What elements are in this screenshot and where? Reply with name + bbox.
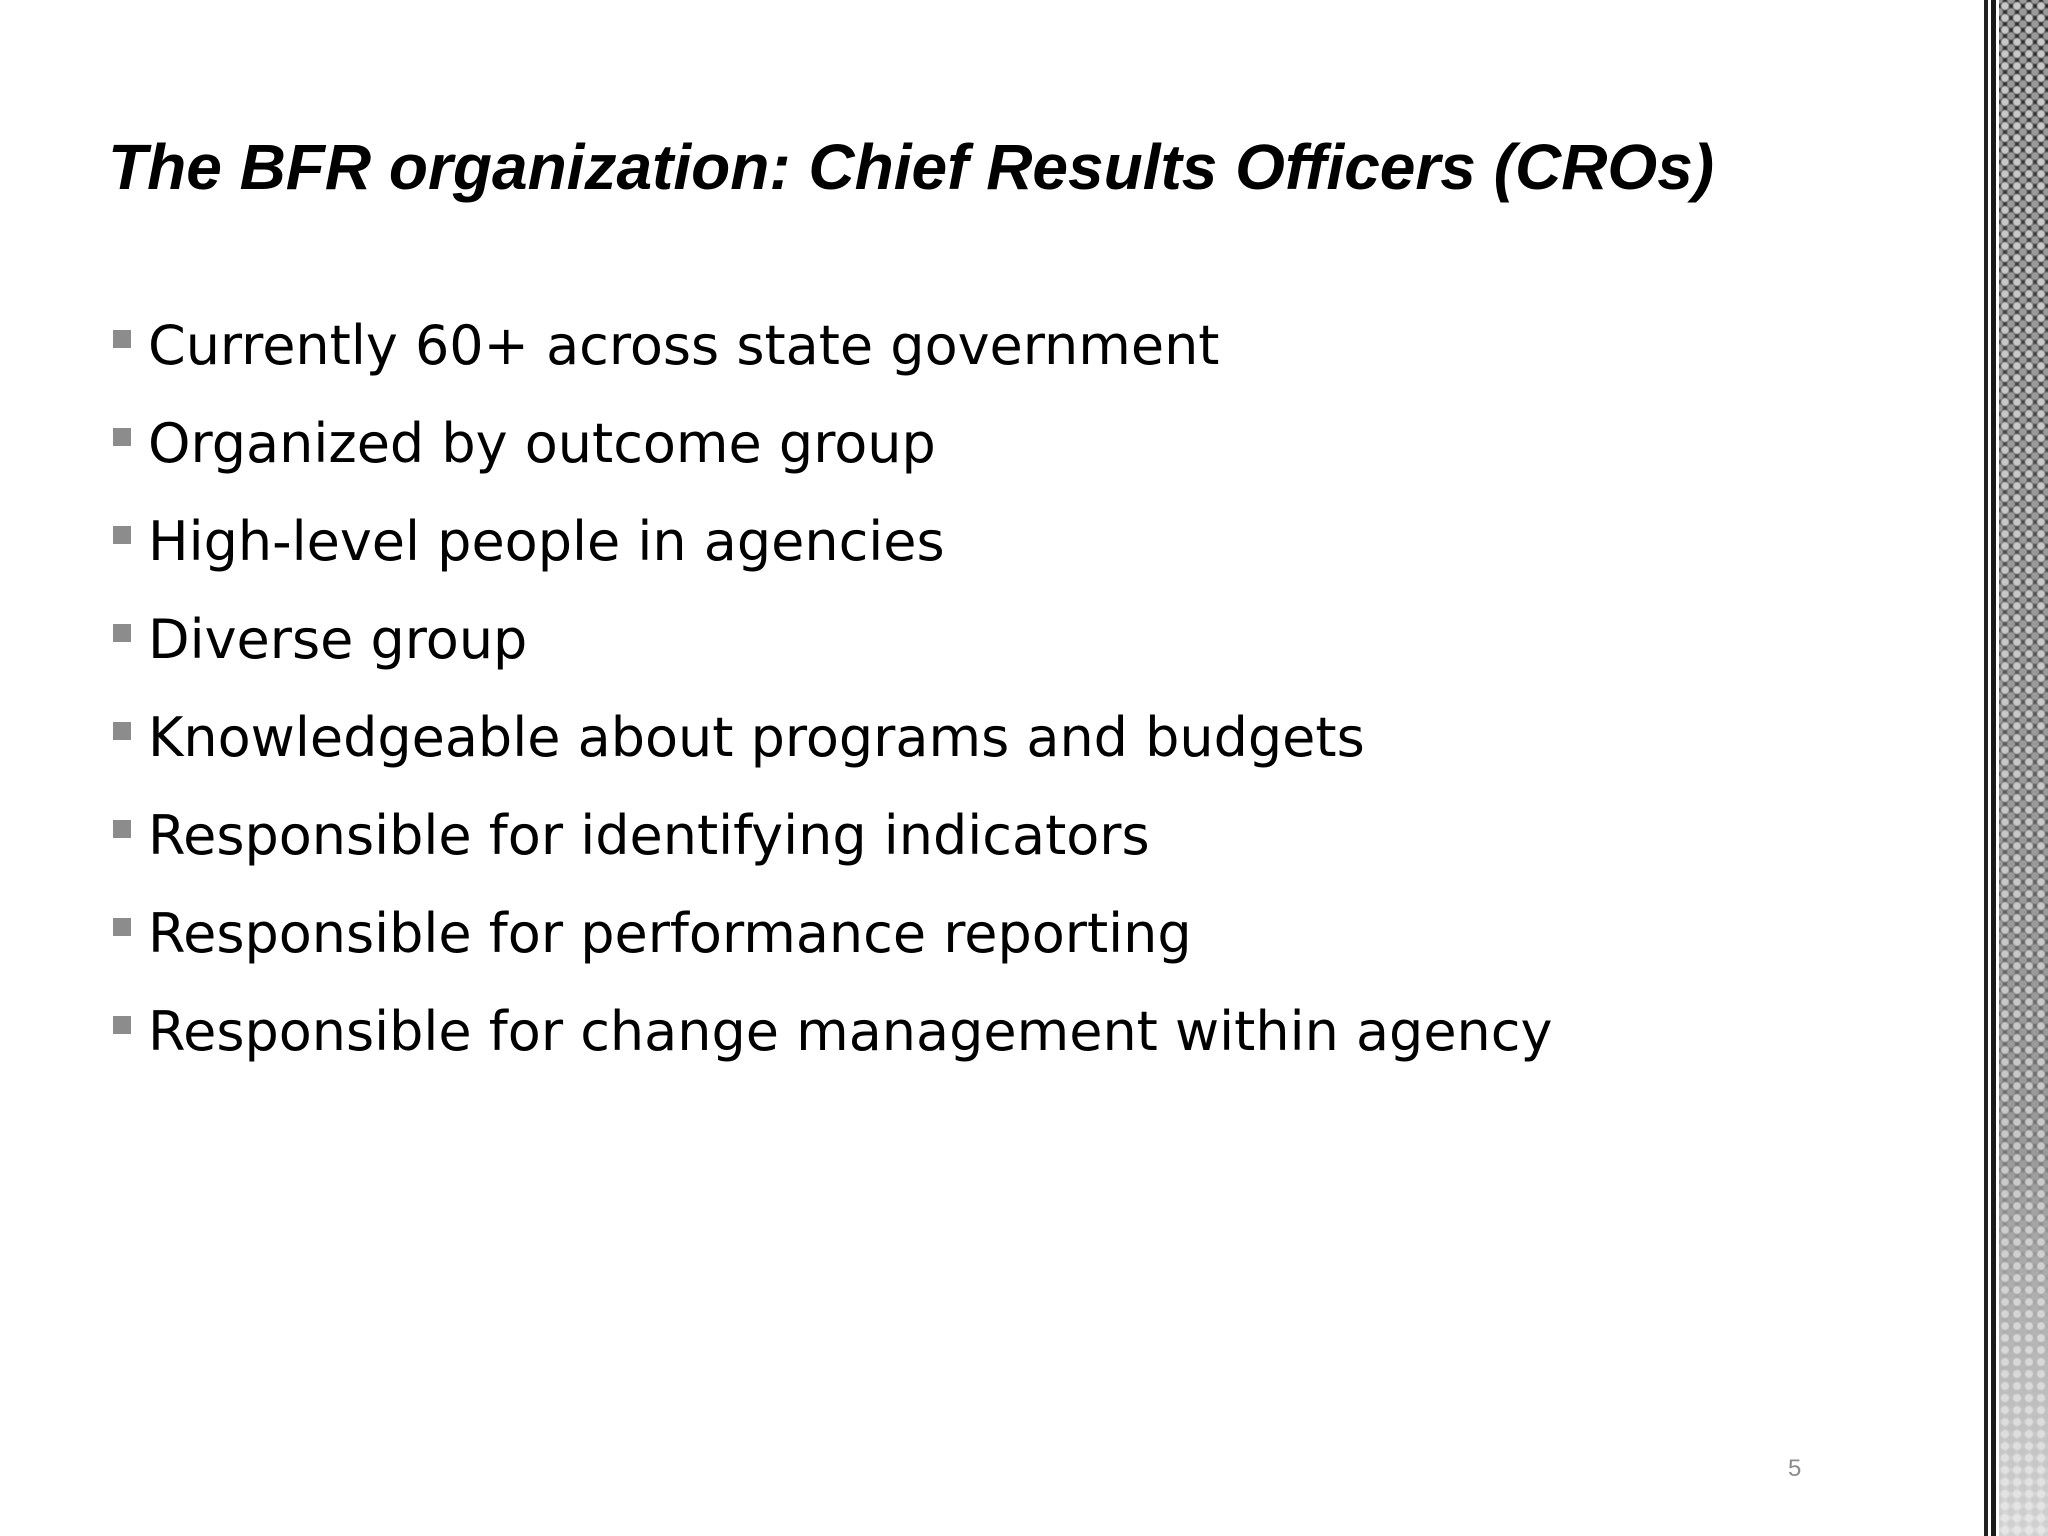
- square-bullet-icon: [113, 428, 131, 446]
- bullet-text: Responsible for performance reporting: [148, 902, 1192, 965]
- square-bullet-icon: [113, 1016, 131, 1034]
- decorative-fade: [1999, 1150, 2048, 1536]
- bullet-text: Diverse group: [148, 608, 528, 671]
- square-bullet-icon: [113, 624, 131, 642]
- bullet-text: High-level people in agencies: [148, 510, 945, 573]
- bullet-text: Knowledgeable about programs and budgets: [148, 706, 1365, 769]
- bullet-text: Responsible for identifying indicators: [148, 804, 1150, 867]
- bullet-text: Currently 60+ across state government: [148, 314, 1220, 377]
- slide-title: The BFR organization: Chief Results Officers (CROs): [108, 131, 1715, 203]
- bullet-text: Organized by outcome group: [148, 412, 936, 475]
- square-bullet-icon: [113, 820, 131, 838]
- bullet-text: Responsible for change management within agency: [148, 1000, 1553, 1063]
- square-bullet-icon: [113, 722, 131, 740]
- page-number: 5: [1788, 1455, 1802, 1482]
- square-bullet-icon: [113, 918, 131, 936]
- square-bullet-icon: [113, 330, 131, 348]
- square-bullet-icon: [113, 526, 131, 544]
